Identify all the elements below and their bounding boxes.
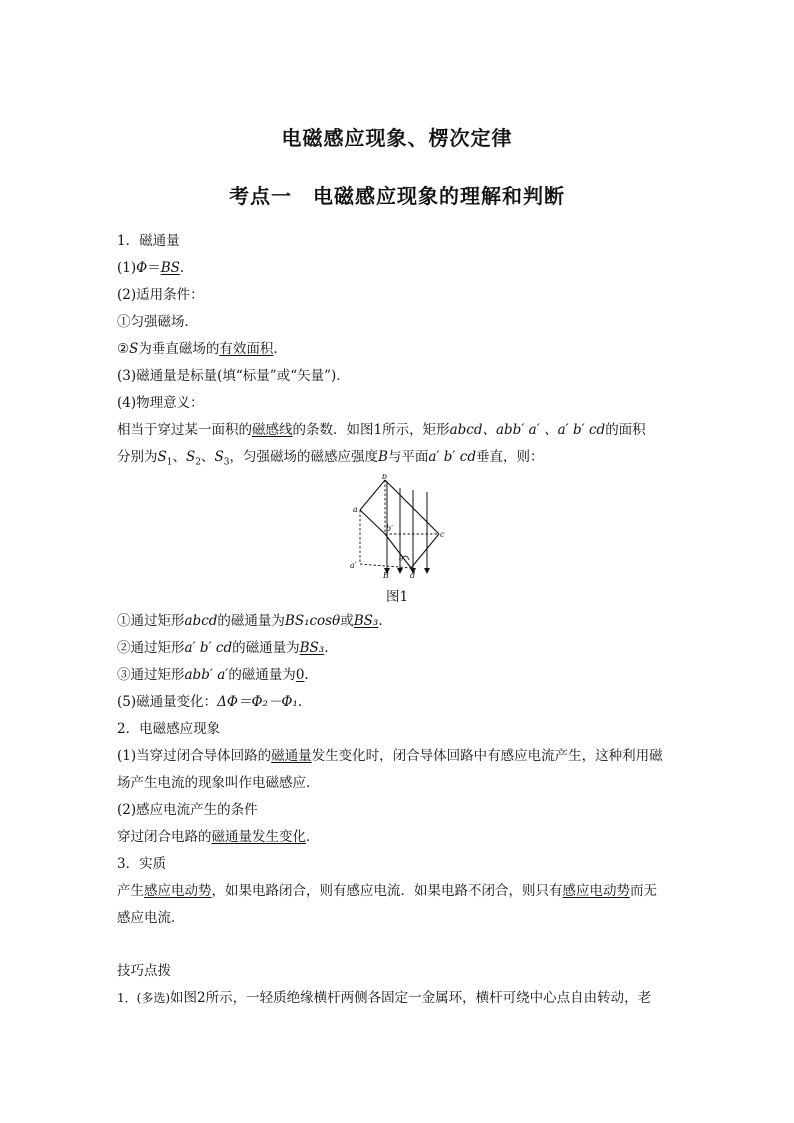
p1-heading: 1．磁通量 bbox=[117, 233, 180, 249]
arrow-head bbox=[424, 568, 430, 574]
label-b: b bbox=[382, 474, 388, 481]
arrow-head bbox=[397, 568, 403, 574]
edge-cd bbox=[411, 534, 439, 568]
answer-blank: BS bbox=[160, 260, 180, 276]
conclusion-3: ③通过矩形abb′ a′的磁通量为0. bbox=[117, 667, 309, 683]
answer-blank: BS₃ bbox=[299, 640, 325, 656]
label-a: a bbox=[353, 505, 358, 514]
label-theta: θ bbox=[399, 555, 404, 563]
edge-bc bbox=[385, 480, 439, 534]
answer-blank: 磁通量 bbox=[271, 748, 312, 764]
section-title: 考点一 电磁感应现象的理解和判断 bbox=[229, 184, 565, 208]
tips-heading: 技巧点拨 bbox=[117, 963, 171, 979]
answer-blank: 有效面积 bbox=[219, 341, 274, 357]
p1-item2: (2)适用条件： bbox=[117, 287, 204, 303]
edge-b2-d bbox=[385, 534, 411, 568]
conclusion-2: ②通过矩形a′ b′ cd的磁通量为BS₃. bbox=[117, 640, 329, 656]
answer-blank: 磁通量发生变化 bbox=[211, 829, 306, 845]
p1-item1: (1)Φ＝BS. bbox=[117, 260, 185, 276]
answer-blank: 感应电动势 bbox=[144, 883, 212, 899]
p1-item4-text1: 相当于穿过某一面积的磁感线的条数．如图1所示，矩形abcd、abb′ a′ 、a′ b′ cd的面积 bbox=[117, 422, 646, 438]
dashed-a2-d bbox=[360, 564, 411, 568]
p2-heading: 2．电磁感应现象 bbox=[117, 721, 221, 737]
label-B: B bbox=[383, 571, 389, 579]
conclusion-1: ①通过矩形abcd的磁通量为BS₁cosθ或BS₃. bbox=[117, 613, 383, 629]
answer-blank: 感应电动势 bbox=[562, 883, 630, 899]
p1-item4: (4)物理意义： bbox=[117, 395, 204, 411]
p2-item1-cont: 场产生电流的现象叫作电磁感应． bbox=[117, 775, 320, 791]
p3-text-cont: 感应电流． bbox=[117, 910, 185, 926]
figure-1-diagram bbox=[345, 474, 445, 579]
p3-heading: 3．实质 bbox=[117, 856, 167, 872]
p1-item4-text2: 分别为$S_1$、$S_2$、$S_3$，匀强磁场的磁感应强度B与平面a′ b′ cd垂直，则： bbox=[117, 449, 544, 468]
figure-caption: 图1 bbox=[385, 589, 409, 605]
answer-blank: BS₃ bbox=[353, 613, 379, 629]
p2-item1: (1)当穿过闭合导体回路的磁通量发生变化时，闭合导体回路中有感应电流产生，这种利用磁 bbox=[117, 748, 663, 764]
edge-ab bbox=[360, 480, 385, 510]
answer-blank: BS₁cosθ bbox=[284, 613, 341, 629]
p1-item3: (3)磁通量是标量(填“标量”或“矢量”)． bbox=[117, 368, 350, 384]
p1-item2a: ①匀强磁场． bbox=[117, 314, 198, 330]
label-a-prime: a′ bbox=[350, 561, 357, 570]
answer-blank: 匀强磁场 bbox=[130, 314, 185, 330]
p2-item2: (2)感应电流产生的条件 bbox=[117, 802, 258, 818]
answer-blank: 标量 bbox=[190, 368, 218, 384]
edge-a-b2 bbox=[360, 510, 385, 534]
label-d: d bbox=[410, 571, 416, 579]
p3-text: 产生感应电动势，如果电路闭合，则有感应电流．如果电路不闭合，则只有感应电动势而无 bbox=[117, 883, 657, 899]
question-1: 1．(多选)如图2所示，一轻质绝缘横杆两侧各固定一金属环，横杆可绕中心点自由转动，老 bbox=[117, 990, 652, 1006]
p1-item5: (5)磁通量变化：ΔΦ＝Φ₂－Φ₁. bbox=[117, 694, 303, 710]
answer-blank: 0 bbox=[295, 667, 305, 683]
label-c: c bbox=[440, 530, 445, 539]
answer-blank: 磁感线 bbox=[252, 422, 293, 438]
p2-item2-text: 穿过闭合电路的磁通量发生变化． bbox=[117, 829, 320, 845]
label-b-prime: b′ bbox=[386, 524, 393, 533]
page-title: 电磁感应现象、楞次定律 bbox=[281, 126, 513, 150]
p1-item2b: ②S为垂直磁场的有效面积． bbox=[117, 341, 287, 357]
